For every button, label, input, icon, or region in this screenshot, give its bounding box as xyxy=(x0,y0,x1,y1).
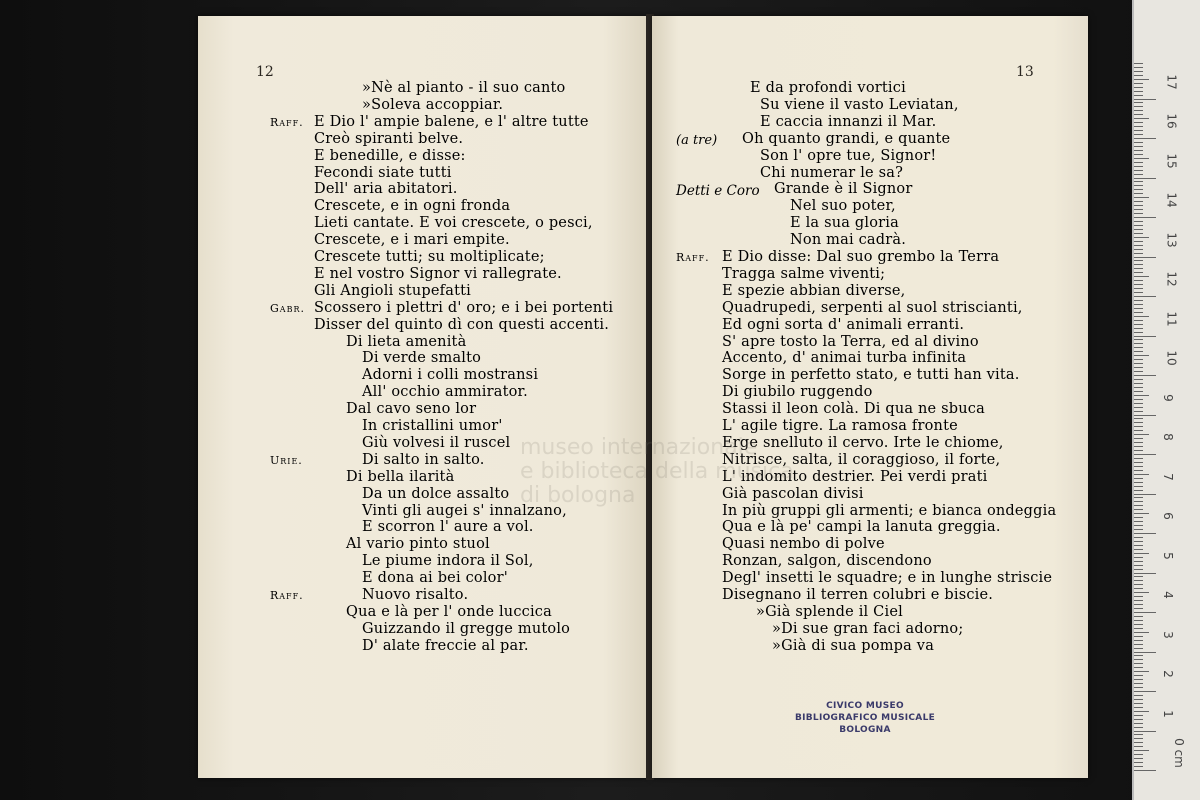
ruler-tick xyxy=(1134,166,1143,167)
ruler-tick xyxy=(1134,225,1143,226)
right_page-text-line: E la sua gloria xyxy=(790,215,899,232)
left_page-text-line: Nuovo risalto. xyxy=(362,587,469,603)
ruler-tick xyxy=(1134,687,1143,688)
ruler-tick xyxy=(1134,462,1143,463)
ruler-tick xyxy=(1134,241,1143,242)
ruler-number: 11 xyxy=(1164,310,1179,327)
ruler-tick xyxy=(1134,95,1143,96)
left_page-text-line: Adorni i colli mostransi xyxy=(362,367,539,384)
ruler-tick xyxy=(1134,296,1156,297)
right_page-text-line: Quadrupedi, serpenti al suol striscianti, xyxy=(722,299,1023,316)
ruler-tick xyxy=(1134,434,1149,435)
ruler-tick xyxy=(1134,245,1143,246)
ruler-tick xyxy=(1134,130,1143,131)
right_page-text-line: Ed ogni sorta d' animali erranti. xyxy=(722,316,965,333)
left_page-text-line: »Soleva accoppiar. xyxy=(362,96,504,113)
ruler-tick xyxy=(1134,395,1149,396)
ruler-tick xyxy=(1134,521,1143,522)
left_page-text-line: E benedille, e disse: xyxy=(314,147,466,164)
right_page-text-line: »Già splende il Ciel xyxy=(756,603,903,620)
ruler-tick xyxy=(1134,525,1143,526)
ruler-tick xyxy=(1134,632,1149,633)
ruler-tick xyxy=(1134,746,1143,747)
ruler-tick xyxy=(1134,367,1143,368)
ruler-tick xyxy=(1134,178,1156,179)
stamp-line: CIVICO MUSEO xyxy=(826,701,904,711)
right_page-text-line: Son l' opre tue, Signor! xyxy=(760,147,937,164)
watermark xyxy=(520,436,794,508)
ruler-tick xyxy=(1134,415,1156,416)
ruler-tick xyxy=(1134,711,1149,712)
ruler-number: 3 xyxy=(1160,630,1175,639)
ruler-tick xyxy=(1134,339,1143,340)
ruler-tick xyxy=(1134,185,1143,186)
right_page-text-line: Sorge in perfetto stato, e tutti han vita. xyxy=(722,367,1020,384)
ruler-tick xyxy=(1134,71,1143,72)
right_page-text-line: Oh quanto grandi, e quante xyxy=(742,130,951,147)
ruler-tick xyxy=(1134,138,1156,139)
left_page-text-line: E scorron l' aure a vol. xyxy=(362,519,534,536)
left_page-text-line: All' occhio ammirator. xyxy=(362,384,528,401)
ruler-tick xyxy=(1134,770,1156,771)
ruler-tick xyxy=(1134,257,1156,258)
ruler-tick xyxy=(1134,174,1143,175)
ruler-number: 6 xyxy=(1160,512,1175,520)
left_page-text-line: Guizzando il gregge mutolo xyxy=(362,620,571,637)
ruler-tick xyxy=(1134,67,1143,68)
left_page-text-line: Crescete, e i mari empite. xyxy=(314,232,510,249)
ruler-tick xyxy=(1134,616,1143,617)
ruler-tick xyxy=(1134,731,1156,732)
ruler-tick xyxy=(1134,655,1143,656)
left_page-text-line: Creò spiranti belve. xyxy=(314,130,464,147)
ruler-tick xyxy=(1134,264,1143,265)
watermark-line: museo internazionale xyxy=(520,435,758,460)
ruler-tick xyxy=(1134,375,1156,376)
ruler-tick xyxy=(1134,110,1143,111)
speaker-label: (a tre) xyxy=(676,132,718,148)
right_page-text-line: Disegnano il terren colubri e biscie. xyxy=(722,587,994,603)
ruler-number: 15 xyxy=(1164,152,1179,169)
ruler-tick xyxy=(1134,403,1143,404)
ruler-tick xyxy=(1134,663,1143,664)
speaker-label: Urie. xyxy=(270,453,303,467)
ruler-tick xyxy=(1134,371,1143,372)
ruler-tick xyxy=(1134,233,1143,234)
ruler-tick xyxy=(1134,679,1143,680)
stamp-line: BOLOGNA xyxy=(839,725,891,735)
right_page-text-line: E da profondi vortici xyxy=(750,80,906,96)
ruler-tick xyxy=(1134,652,1156,653)
right_page-text-line: Accento, d' animai turba infinita xyxy=(722,350,967,367)
ruler-tick xyxy=(1134,355,1149,356)
ruler-tick xyxy=(1134,284,1143,285)
ruler-tick xyxy=(1134,312,1143,313)
right_page-text-line: Ronzan, salgon, discendono xyxy=(722,553,932,570)
ruler-tick xyxy=(1134,391,1143,392)
ruler-tick xyxy=(1134,624,1143,625)
ruler-number: 10 xyxy=(1164,350,1179,366)
ruler-tick xyxy=(1134,260,1143,261)
ruler-tick xyxy=(1134,490,1143,491)
ruler-tick xyxy=(1134,458,1143,459)
ruler-tick xyxy=(1134,193,1143,194)
ruler-tick xyxy=(1134,442,1143,443)
ruler-tick xyxy=(1134,418,1143,419)
ruler-tick xyxy=(1134,201,1143,202)
speaker-label: Raff. xyxy=(270,115,304,129)
left_page-text-line: E Dio l' ampie balene, e l' altre tutte xyxy=(314,113,589,130)
ruler-tick xyxy=(1134,750,1149,751)
page-number-left: 12 xyxy=(256,64,274,80)
ruler-tick xyxy=(1134,422,1143,423)
left_page-text-line: Le piume indora il Sol, xyxy=(362,553,534,570)
ruler-tick xyxy=(1134,497,1143,498)
ruler-tick xyxy=(1134,430,1143,431)
ruler-tick xyxy=(1134,304,1143,305)
ruler-tick xyxy=(1134,280,1143,281)
left_page-text-line: Dell' aria abitatori. xyxy=(314,181,458,198)
ruler-tick xyxy=(1134,229,1143,230)
speaker-label: Detti e Coro xyxy=(676,183,760,200)
ruler-tick xyxy=(1134,272,1143,273)
ruler-tick xyxy=(1134,347,1143,348)
ruler-tick xyxy=(1134,691,1156,692)
left_page-text-line: »Nè al pianto - il suo canto xyxy=(362,80,566,96)
ruler-tick xyxy=(1134,478,1143,479)
watermark-line: di bologna xyxy=(520,483,636,508)
ruler-tick xyxy=(1134,640,1143,641)
right_page-text-line: Erge snelluto il cervo. Irte le chiome, xyxy=(722,434,1004,451)
ruler-tick xyxy=(1134,114,1143,115)
ruler-number: 8 xyxy=(1160,433,1175,441)
ruler-tick xyxy=(1134,411,1143,412)
left_page-text-line: Di salto in salto. xyxy=(362,451,485,468)
ruler-tick xyxy=(1134,754,1143,755)
left_page-text-line: In cristallini umor' xyxy=(362,418,503,434)
ruler-tick xyxy=(1134,399,1143,400)
ruler-tick xyxy=(1134,217,1156,218)
ruler-tick xyxy=(1134,438,1143,439)
right_page-text-line: Su viene il vasto Leviatan, xyxy=(760,96,959,113)
ruler-number: 17 xyxy=(1164,73,1179,90)
ruler-tick xyxy=(1134,675,1143,676)
speaker-label: Raff. xyxy=(676,251,710,264)
right_page-text-line: »Già di sua pompa va xyxy=(772,637,935,654)
ruler-tick xyxy=(1134,426,1143,427)
ruler-tick xyxy=(1134,300,1143,301)
ruler-tick xyxy=(1134,738,1143,739)
ruler-tick xyxy=(1134,122,1143,123)
ruler-tick xyxy=(1134,699,1143,700)
ruler-tick xyxy=(1134,308,1143,309)
ruler-number: 7 xyxy=(1160,472,1175,481)
ruler-tick xyxy=(1134,359,1143,360)
ruler-tick xyxy=(1134,181,1143,182)
right_page-text-line: E caccia innanzi il Mar. xyxy=(760,113,937,130)
ruler-number: 1 xyxy=(1160,709,1175,718)
ruler-tick xyxy=(1134,320,1143,321)
ruler-tick xyxy=(1134,766,1143,767)
ruler-tick xyxy=(1134,517,1143,518)
library-stamp xyxy=(790,700,940,736)
left_page-text-line: Di verde smalto xyxy=(362,350,482,367)
ruler-tick xyxy=(1134,620,1143,621)
ruler-tick xyxy=(1134,213,1143,214)
ruler-tick xyxy=(1134,154,1143,155)
ruler-tick xyxy=(1134,288,1143,289)
ruler-tick xyxy=(1134,383,1143,384)
ruler-tick xyxy=(1134,106,1143,107)
ruler-tick xyxy=(1134,695,1143,696)
ruler-tick xyxy=(1134,276,1149,277)
ruler-tick xyxy=(1134,379,1143,380)
watermark-line: e biblioteca della musica xyxy=(520,459,794,484)
ruler-tick xyxy=(1134,79,1149,80)
ruler-tick xyxy=(1134,197,1149,198)
ruler-tick xyxy=(1134,126,1143,127)
ruler-tick xyxy=(1134,659,1143,660)
left_page-text-line: Disser del quinto dì con questi accenti. xyxy=(314,316,610,333)
ruler-number: 16 xyxy=(1164,113,1179,129)
right_page-text-line: Già pascolan divisi xyxy=(722,485,864,502)
ruler-tick xyxy=(1134,727,1143,728)
ruler-tick xyxy=(1134,671,1149,672)
ruler-tick xyxy=(1134,336,1156,337)
ruler-tick xyxy=(1134,541,1143,542)
ruler-tick xyxy=(1134,474,1149,475)
ruler-tick xyxy=(1134,162,1143,163)
ruler-tick xyxy=(1134,762,1143,763)
right_page-text-line: »Di sue gran faci adorno; xyxy=(772,620,964,637)
ruler-tick xyxy=(1134,102,1143,103)
ruler-tick xyxy=(1134,87,1143,88)
ruler-tick xyxy=(1134,636,1143,637)
ruler-tick xyxy=(1134,588,1143,589)
ruler-tick xyxy=(1134,170,1143,171)
ruler-tick xyxy=(1134,209,1143,210)
ruler-tick xyxy=(1134,537,1143,538)
ruler-tick xyxy=(1134,407,1143,408)
ruler-tick xyxy=(1134,118,1149,119)
ruler-tick xyxy=(1134,600,1143,601)
ruler-tick xyxy=(1134,351,1143,352)
ruler-number: 0 cm xyxy=(1171,738,1186,768)
left_page-text-line: Di bella ilarità xyxy=(346,468,455,485)
ruler-tick xyxy=(1134,146,1143,147)
ruler-tick xyxy=(1134,486,1143,487)
ruler-tick xyxy=(1134,648,1143,649)
ruler-number: 4 xyxy=(1160,591,1175,599)
right_page-text-line: Di giubilo ruggendo xyxy=(722,384,873,401)
ruler-tick xyxy=(1134,584,1143,585)
ruler-number: 9 xyxy=(1160,393,1175,402)
ruler-tick xyxy=(1134,703,1143,704)
ruler-tick xyxy=(1134,363,1143,364)
ruler-tick xyxy=(1134,494,1156,495)
ruler-tick xyxy=(1134,328,1143,329)
left_page-text-line: E dona ai bei color' xyxy=(362,570,508,587)
ruler-tick xyxy=(1134,482,1143,483)
left_page-text-line: Giù volvesi il ruscel xyxy=(362,434,511,451)
ruler-tick xyxy=(1134,142,1143,143)
ruler-tick xyxy=(1134,189,1143,190)
ruler-tick xyxy=(1134,545,1143,546)
ruler-tick xyxy=(1134,158,1149,159)
ruler-tick xyxy=(1134,134,1143,135)
ruler-number: 2 xyxy=(1160,670,1175,678)
ruler-tick xyxy=(1134,573,1156,574)
ruler-tick xyxy=(1134,592,1149,593)
ruler-tick xyxy=(1134,292,1143,293)
page-number-right: 13 xyxy=(1016,64,1034,80)
ruler-tick xyxy=(1134,324,1143,325)
ruler-tick xyxy=(1134,549,1143,550)
right_page-text-line: Degl' insetti le squadre; e in lunghe striscie xyxy=(722,570,1053,587)
ruler-number: 12 xyxy=(1164,271,1179,287)
ruler-tick xyxy=(1134,253,1143,254)
ruler-tick xyxy=(1134,454,1156,455)
ruler-tick xyxy=(1134,576,1143,577)
right_page-text-line: E spezie abbian diverse, xyxy=(722,282,906,299)
ruler-tick xyxy=(1134,343,1143,344)
ruler-tick xyxy=(1134,332,1143,333)
stamp-line: BIBLIOGRAFICO MUSICALE xyxy=(794,713,936,723)
left_page-text-line: Dal cavo seno lor xyxy=(346,401,477,418)
ruler-tick xyxy=(1134,604,1143,605)
ruler-tick xyxy=(1134,719,1143,720)
measuring-ruler xyxy=(1132,0,1200,800)
left_page-text-line: Gli Angioli stupefatti xyxy=(314,282,471,299)
ruler-tick xyxy=(1134,742,1143,743)
ruler-tick xyxy=(1134,450,1143,451)
right_page-text-line: In più gruppi gli armenti; e bianca ondeggia xyxy=(722,502,1057,519)
right_page-text-line: Tragga salme viventi; xyxy=(722,265,886,282)
right_page-text-line: L' indomito destrier. Pei verdi prati xyxy=(722,468,988,485)
ruler-tick xyxy=(1134,596,1143,597)
ruler-tick xyxy=(1134,533,1156,534)
left_page-text-line: D' alate freccie al par. xyxy=(362,637,529,654)
right_page-text-line: Non mai cadrà. xyxy=(790,232,907,249)
ruler-tick xyxy=(1134,644,1143,645)
right_page-text-line: Qua e là pe' campi la lanuta greggia. xyxy=(722,519,1001,536)
ruler-tick xyxy=(1134,268,1143,269)
left_page-text-line: Vinti gli augei s' innalzano, xyxy=(362,502,567,519)
ruler-tick xyxy=(1134,608,1143,609)
ruler-tick xyxy=(1134,221,1143,222)
ruler-tick xyxy=(1134,316,1149,317)
ruler-tick xyxy=(1134,505,1143,506)
ruler-tick xyxy=(1134,249,1143,250)
right_page-text-line: Nel suo poter, xyxy=(790,198,896,215)
right_page-text-line: Quasi nembo di polve xyxy=(722,536,885,553)
ruler-tick xyxy=(1134,150,1143,151)
ruler-tick xyxy=(1134,758,1143,759)
ruler-tick xyxy=(1134,387,1143,388)
ruler-tick xyxy=(1134,683,1143,684)
speaker-label: Gabr. xyxy=(270,301,305,315)
left_page-text-line: Da un dolce assalto xyxy=(362,485,510,502)
ruler-tick xyxy=(1134,553,1149,554)
left_page-text-line: Di lieta amenità xyxy=(346,333,467,350)
ruler-tick xyxy=(1134,509,1143,510)
ruler-number: 14 xyxy=(1164,192,1179,208)
ruler-tick xyxy=(1134,446,1143,447)
right_page-text-line: Nitrisce, salta, il coraggioso, il forte, xyxy=(722,451,1001,468)
ruler-tick xyxy=(1134,715,1143,716)
left_page-text-line: Fecondi siate tutti xyxy=(314,164,452,181)
ruler-tick xyxy=(1134,734,1143,735)
ruler-tick xyxy=(1134,63,1143,64)
ruler-tick xyxy=(1134,612,1156,613)
left_page-text-line: Qua e là per l' onde luccica xyxy=(346,603,552,620)
left_page-text-line: Crescete, e in ogni fronda xyxy=(314,198,511,215)
left_page-text-line: Crescete tutti; su moltiplicate; xyxy=(314,249,545,265)
ruler-tick xyxy=(1134,83,1143,84)
right_page-text-line: Chi numerar le sa? xyxy=(760,164,904,181)
ruler-tick xyxy=(1134,501,1143,502)
ruler-tick xyxy=(1134,529,1143,530)
left_page-text-line: Lieti cantate. E voi crescete, o pesci, xyxy=(314,215,593,232)
ruler-tick xyxy=(1134,707,1143,708)
ruler-number: 13 xyxy=(1164,231,1179,248)
speaker-label: Raff. xyxy=(270,589,304,602)
left_page-text-line: Scossero i plettri d' oro; e i bei portenti xyxy=(314,299,614,316)
ruler-tick xyxy=(1134,565,1143,566)
ruler-tick xyxy=(1134,91,1143,92)
left_page-text-line: E nel vostro Signor vi rallegrate. xyxy=(314,265,562,282)
ruler-tick xyxy=(1134,557,1143,558)
right_page-text-line: Stassi il leon colà. Di qua ne sbuca xyxy=(722,401,985,418)
right_page-text-line: S' apre tosto la Terra, ed al divino xyxy=(722,333,979,350)
right_page-text-line: E Dio disse: Dal suo grembo la Terra xyxy=(722,249,1000,265)
ruler-tick xyxy=(1134,470,1143,471)
ruler-tick xyxy=(1134,466,1143,467)
left_page-text-line: Al vario pinto stuol xyxy=(346,536,490,553)
ruler-tick xyxy=(1134,513,1149,514)
ruler-tick xyxy=(1134,569,1143,570)
ruler-tick xyxy=(1134,580,1143,581)
ruler-tick xyxy=(1134,667,1143,668)
ruler-number: 5 xyxy=(1160,551,1175,560)
ruler-tick xyxy=(1134,628,1143,629)
ruler-tick xyxy=(1134,723,1143,724)
right_page-text-line: L' agile tigre. La ramosa fronte xyxy=(722,418,958,434)
ruler-tick xyxy=(1134,75,1143,76)
ruler-tick xyxy=(1134,99,1156,100)
right_page-text-line: Grande è il Signor xyxy=(774,181,913,198)
ruler-tick xyxy=(1134,561,1143,562)
ruler-tick xyxy=(1134,237,1149,238)
ruler-tick xyxy=(1134,205,1143,206)
